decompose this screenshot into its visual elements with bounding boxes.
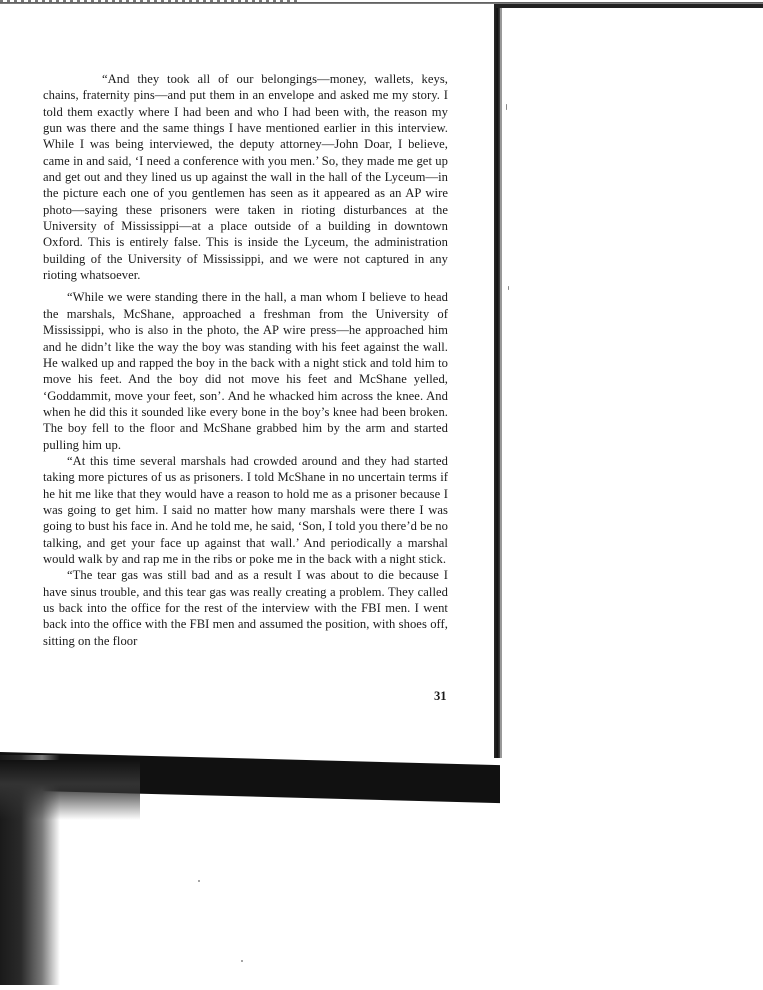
paragraph-2: “While we were standing there in the hall, a man whom I believe to head the marshals, McShane, approached a freshman from the University of Mississippi, who is also in the photo, the AP wire press—he approached him and he didn’t like the way the boy was standing with his feet against the wall. He walked up and rapped the boy in the back with a night stick and told him to move his feet. And the boy did not move his feet and McShane yelled, ‘Goddammit, move your feet, son’. And he whacked him across the knee. And when he did this it sounded like every bone in the boy’s knee had been broken. The boy fell to the floor and McShane grabbed him by the arm and started pulling him up. [43,290,448,452]
scan-speck [508,286,509,290]
scan-speck [241,960,243,962]
paragraph-3: “At this time several marshals had crowded around and they had started taking more pictures of us as prisoners. I told McShane in no uncertain terms if he hit me like that they would have a reason to hold me as a prisoner because I was going to get him. I said no matter how many marshals were there I was going to bust his face in. And he told me, he said, ‘Son, I told you there’d be no talking, and get your face up against that wall.’ And periodically a marshal would walk by and rap me in the ribs or poke me in the back with a night stick. [43,453,448,566]
page-right-edge-line [500,8,502,758]
page-number: 31 [434,689,447,703]
scan-speck [198,880,200,882]
scan-speck [506,104,507,110]
page-body-text [43,71,448,649]
paragraph-1: “And they took all of our belongings—money, wallets, keys, chains, fraternity pins—and put them in an envelope and asked me my story. I told them exactly where I had been and who I had been with, the reason my gun was there and the same things I have mentioned earlier in this interview. While I was being interviewed, the deputy attorney—John Doar, I believe, came in and said, ‘I need a conference with you men.’ So, they made me get up and get out and they lined us up against the wall in the hall of the Lyceum—in the picture each one of you gentlemen has seen as it appeared as an AP wire photo—saying these prisoners were taken in rioting disturbances at the University of Mississippi—at a place outside of a building in downtown Oxford. This is entirely false. This is inside the Lyceum, the administration building of the University of Mississippi, and we were not captured in any rioting whatsoever. [43,72,448,283]
paragraph-4: “The tear gas was still bad and as a result I was about to die because I have sinus trouble, and this tear gas was really creating a problem. They called us back into the office for the rest of the interview with the FBI men. I went back into the office with the FBI men and assumed the position, with shoes off, sitting on the floor [43,568,448,648]
scan-artifact-top-right-edge [494,4,763,8]
scan-artifact-corner-shadow [0,760,140,820]
